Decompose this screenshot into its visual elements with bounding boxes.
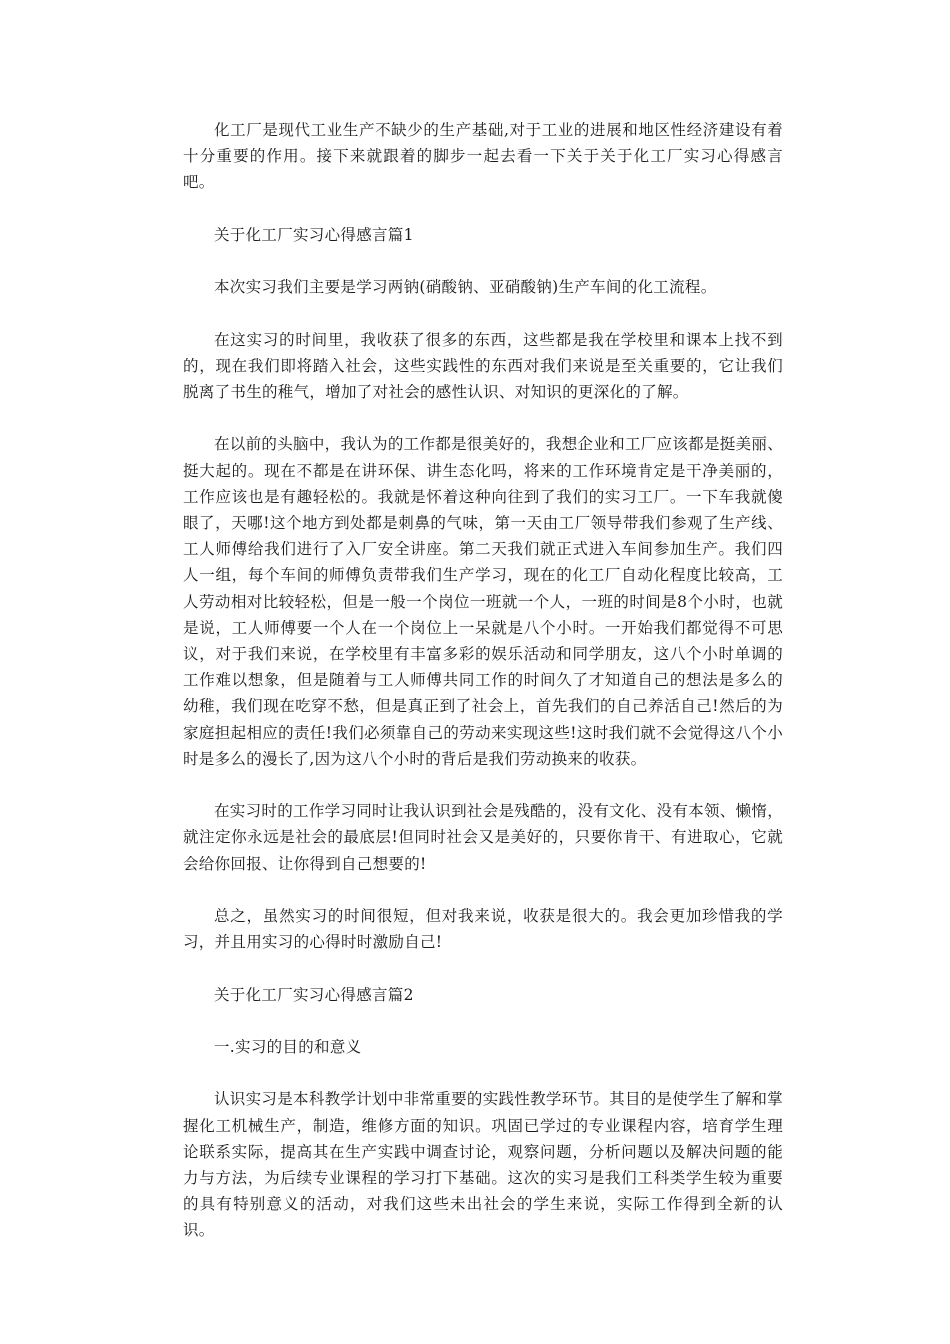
body-paragraph: 在以前的头脑中，我认为的工作都是很美好的，我想企业和工厂应该都是挺美丽、挺大起的。现在不都是在讲环保、讲生态化吗，将来的工作环境肯定是干净美丽的，工作应该也是有趣轻松的。我就是怀着这种向往到了我们的实习工厂。一下车我就傻眼了，天哪!这个地方到处都是刺鼻的气味，第一天由工厂领导带我们参观了生产线、工人师傅给我们进行了入厂安全讲座。第二天我们就正式进入车间参加生产。我们四人一组，每个车间的师傅负责带我们生产学习，现在的化工厂自动化程度比较高，工人劳动相对比较轻松，但是一般一个岗位一班就一个人，一班的时间是8个小时，也就是说，工人师傅要一个人在一个岗位上一呆就是八个小时。一开始我们都觉得不可思议，对于我们来说，在学校里有丰富多彩的娱乐活动和同学朋友，这八个小时单调的工作难以想象，但是随着与工人师傅共同工作的时间久了才知道自己的想法是多么的幼稚，我们现在吃穿不愁，但是真正到了社会上，首先我们的自己养活自己!然后的为家庭担起相应的责任!我们必须靠自己的劳动来实现这些!这时我们就不会觉得这八个小时是多么的漫长了,因为这八个小时的背后是我们劳动换来的收获。 (183, 435, 783, 768)
body-paragraph: 总之，虽然实习的时间很短，但对我来说，收获是很大的。我会更加珍惜我的学习，并且用实习的心得时时激励自己! (183, 907, 783, 952)
section-heading-2: 关于化工厂实习心得感言篇2 (214, 985, 414, 1004)
section-heading-1: 关于化工厂实习心得感言篇1 (214, 225, 414, 244)
body-paragraph: 在这实习的时间里，我收获了很多的东西，这些都是我在学校里和课本上找不到的，现在我们即将踏入社会，这些实践性的东西对我们来说是至关重要的，它让我们脱离了书生的稚气，增加了对社会的感性认识、对知识的更深化的了解。 (183, 330, 783, 401)
intro-paragraph: 化工厂是现代工业生产不缺少的生产基础,对于工业的进展和地区性经济建设有着十分重要的作用。接下来就跟着的脚步一起去看一下关于关于化工厂实习心得感言吧。 (183, 121, 783, 192)
body-paragraph: 在实习时的工作学习同时让我认识到社会是残酷的，没有文化、没有本领、懒惰，就注定你永远是社会的最底层!但同时社会又是美好的，只要你肯干、有进取心，它就会给你回报、让你得到自己想要的! (183, 802, 783, 873)
body-paragraph: 本次实习我们主要是学习两钠(硝酸钠、亚硝酸钠)生产车间的化工流程。 (214, 278, 717, 297)
body-paragraph: 认识实习是本科教学计划中非常重要的实践性教学环节。其目的是使学生了解和掌握化工机械生产，制造，维修方面的知识。巩固已学过的专业课程内容，培育学生理论联系实际，提高其在生产实践中调查讨论，观察问题，分析问题以及解决问题的能力与方法，为后续专业课程的学习打下基础。这次的实习是我们工科类学生较为重要的具有特别意义的活动，对我们这些未出社会的学生来说，实际工作得到全新的认识。 (183, 1090, 783, 1240)
document-body (183, 117, 783, 1270)
subsection-heading: 一.实习的目的和意义 (214, 1037, 362, 1056)
